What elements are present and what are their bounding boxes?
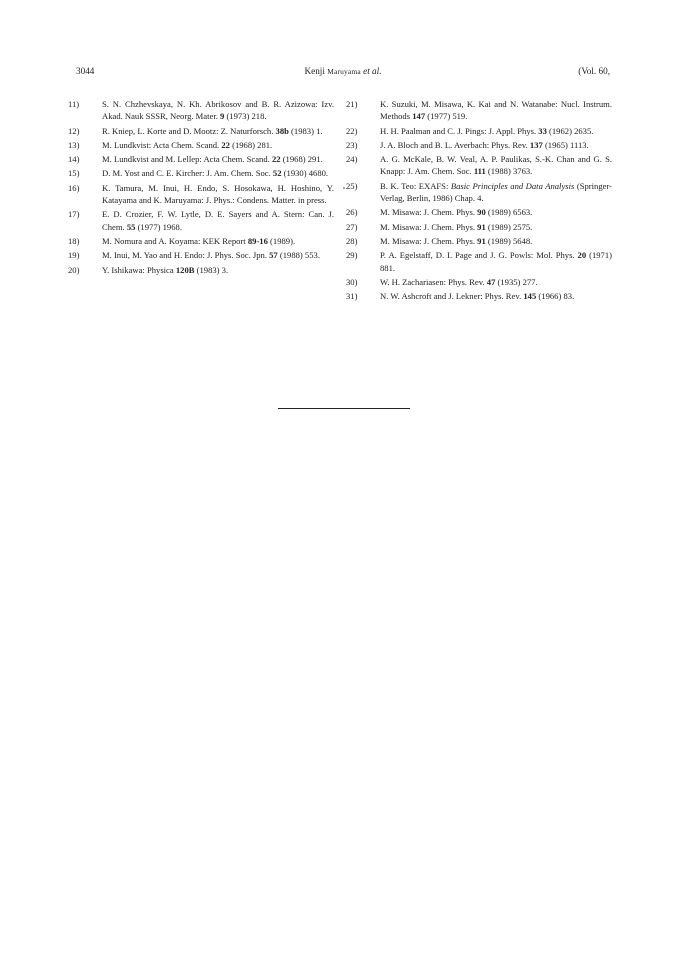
reference-number: 12) — [68, 125, 80, 136]
reference-item — [68, 98, 334, 123]
reference-text: W. H. Zachariasen: Phys. Rev. 47 (1935) 277. — [380, 276, 538, 287]
reference-item — [68, 249, 334, 261]
reference-item — [68, 139, 334, 151]
reference-item — [346, 206, 612, 218]
reference-number: 29) — [346, 250, 358, 261]
references-left-column — [68, 98, 334, 278]
author-etal: et al. — [360, 66, 382, 76]
reference-number: 19) — [68, 250, 80, 261]
reference-text: Y. Ishikawa: Physica 120B (1983) 3. — [102, 264, 229, 275]
reference-number: 25) — [346, 180, 358, 191]
reference-item — [68, 208, 334, 233]
reference-item — [346, 290, 612, 302]
reference-text: M. Misawa: J. Chem. Phys. 90 (1989) 6563. — [380, 207, 533, 218]
reference-item — [68, 167, 334, 179]
reference-number: 14) — [68, 154, 80, 165]
reference-text: K. Tamura, M. Inui, H. Endo, S. Hosokawa, H. Hoshino, Y. Katayama and K. Maruyama: J. Phys.: Condens. Matter. in press. — [102, 182, 334, 206]
reference-text: M. Lundkvist and M. Lellep: Acta Chem. Scand. 22 (1968) 291. — [102, 154, 323, 165]
reference-text: K. Suzuki, M. Misawa, K. Kai and N. Watanabe: Nucl. Instrum. Methods 147 (1977) 519. — [380, 99, 612, 122]
reference-text: J. A. Bloch and B. L. Averbach: Phys. Rev. 137 (1965) 1113. — [380, 139, 589, 150]
reference-item — [346, 139, 612, 151]
reference-item — [346, 180, 612, 205]
reference-number: 31) — [346, 291, 358, 302]
reference-text: S. N. Chzhevskaya, N. Kh. Abrikosov and B. R. Azizowa: Izv. Akad. Nauk SSSR, Neorg. Mater. 9 (1973) 218. — [102, 99, 334, 122]
reference-number: 11) — [68, 99, 80, 109]
reference-number: 27) — [346, 221, 358, 232]
reference-text: E. D. Crozier, F. W. Lytle, D. E. Sayers and A. Stern: Can. J. Chem. 55 (1977) 1968. — [102, 209, 334, 232]
running-author — [76, 66, 610, 76]
reference-item — [68, 125, 334, 137]
stray-mark — [343, 187, 345, 189]
reference-item — [346, 249, 613, 274]
references-right-column — [346, 98, 613, 304]
reference-item — [68, 153, 334, 165]
reference-text: A. G. McKale, B. W. Veal, A. P. Paulikas, S.-K. Chan and G. S. Knapp: J. Am. Chem. Soc. 111 (1988) 3763. — [380, 154, 612, 177]
reference-text: D. M. Yost and C. E. Kircher: J. Am. Chem. Soc. 52 (1930) 4680. — [102, 168, 329, 179]
reference-number: 21) — [346, 99, 358, 109]
reference-number: 20) — [68, 264, 80, 275]
reference-number: 17) — [68, 209, 80, 220]
reference-item — [346, 153, 612, 178]
reference-number: 13) — [68, 139, 80, 150]
reference-text: B. K. Teo: EXAFS: Basic Principles and Data Analysis (Springer-Verlag, Berlin, 1986) Chap. 4. — [380, 180, 612, 204]
reference-item — [346, 235, 612, 247]
running-header — [76, 66, 610, 80]
reference-text: R. Kniep, L. Korte and D. Mootz: Z. Naturforsch. 38b (1983) 1. — [102, 125, 323, 136]
end-rule — [278, 408, 410, 409]
reference-number: 18) — [68, 235, 80, 246]
reference-text: M. Inui, M. Yao and H. Endo: J. Phys. Soc. Jpn. 57 (1988) 553. — [102, 250, 320, 261]
reference-item — [346, 276, 612, 288]
reference-item — [346, 221, 612, 233]
reference-number: 30) — [346, 276, 358, 287]
reference-text: H. H. Paalman and C. J. Pings: J. Appl. Phys. 33 (1962) 2635. — [380, 125, 594, 136]
reference-item — [68, 235, 334, 247]
volume-label: (Vol. 60, — [578, 66, 610, 76]
reference-number: 15) — [68, 168, 80, 179]
reference-text: M. Misawa: J. Chem. Phys. 91 (1989) 2575. — [380, 221, 533, 232]
reference-number: 28) — [346, 235, 358, 246]
reference-text: M. Misawa: J. Chem. Phys. 91 (1989) 5648. — [380, 235, 533, 246]
reference-text: M. Nomura and A. Koyama: KEK Report 89-16 (1989). — [102, 235, 296, 246]
reference-text: P. A. Egelstaff, D. I. Page and J. G. Powls: Mol. Phys. 20 (1971) 881. — [380, 250, 613, 273]
reference-item — [346, 125, 612, 137]
reference-item — [346, 98, 612, 123]
author-surname: Maruyama — [327, 67, 361, 76]
reference-item — [68, 182, 334, 207]
reference-text: M. Lundkvist: Acta Chem. Scand. 22 (1968) 281. — [102, 139, 273, 150]
reference-text: N. W. Ashcroft and J. Lekner: Phys. Rev. 145 (1966) 83. — [380, 291, 575, 302]
author-name: Kenji — [304, 66, 328, 76]
reference-number: 16) — [68, 182, 80, 193]
reference-number: 22) — [346, 125, 358, 136]
reference-number: 24) — [346, 154, 358, 165]
page-number: 3044 — [76, 66, 95, 76]
reference-number: 23) — [346, 139, 358, 150]
reference-item — [68, 264, 334, 276]
reference-number: 26) — [346, 207, 358, 218]
